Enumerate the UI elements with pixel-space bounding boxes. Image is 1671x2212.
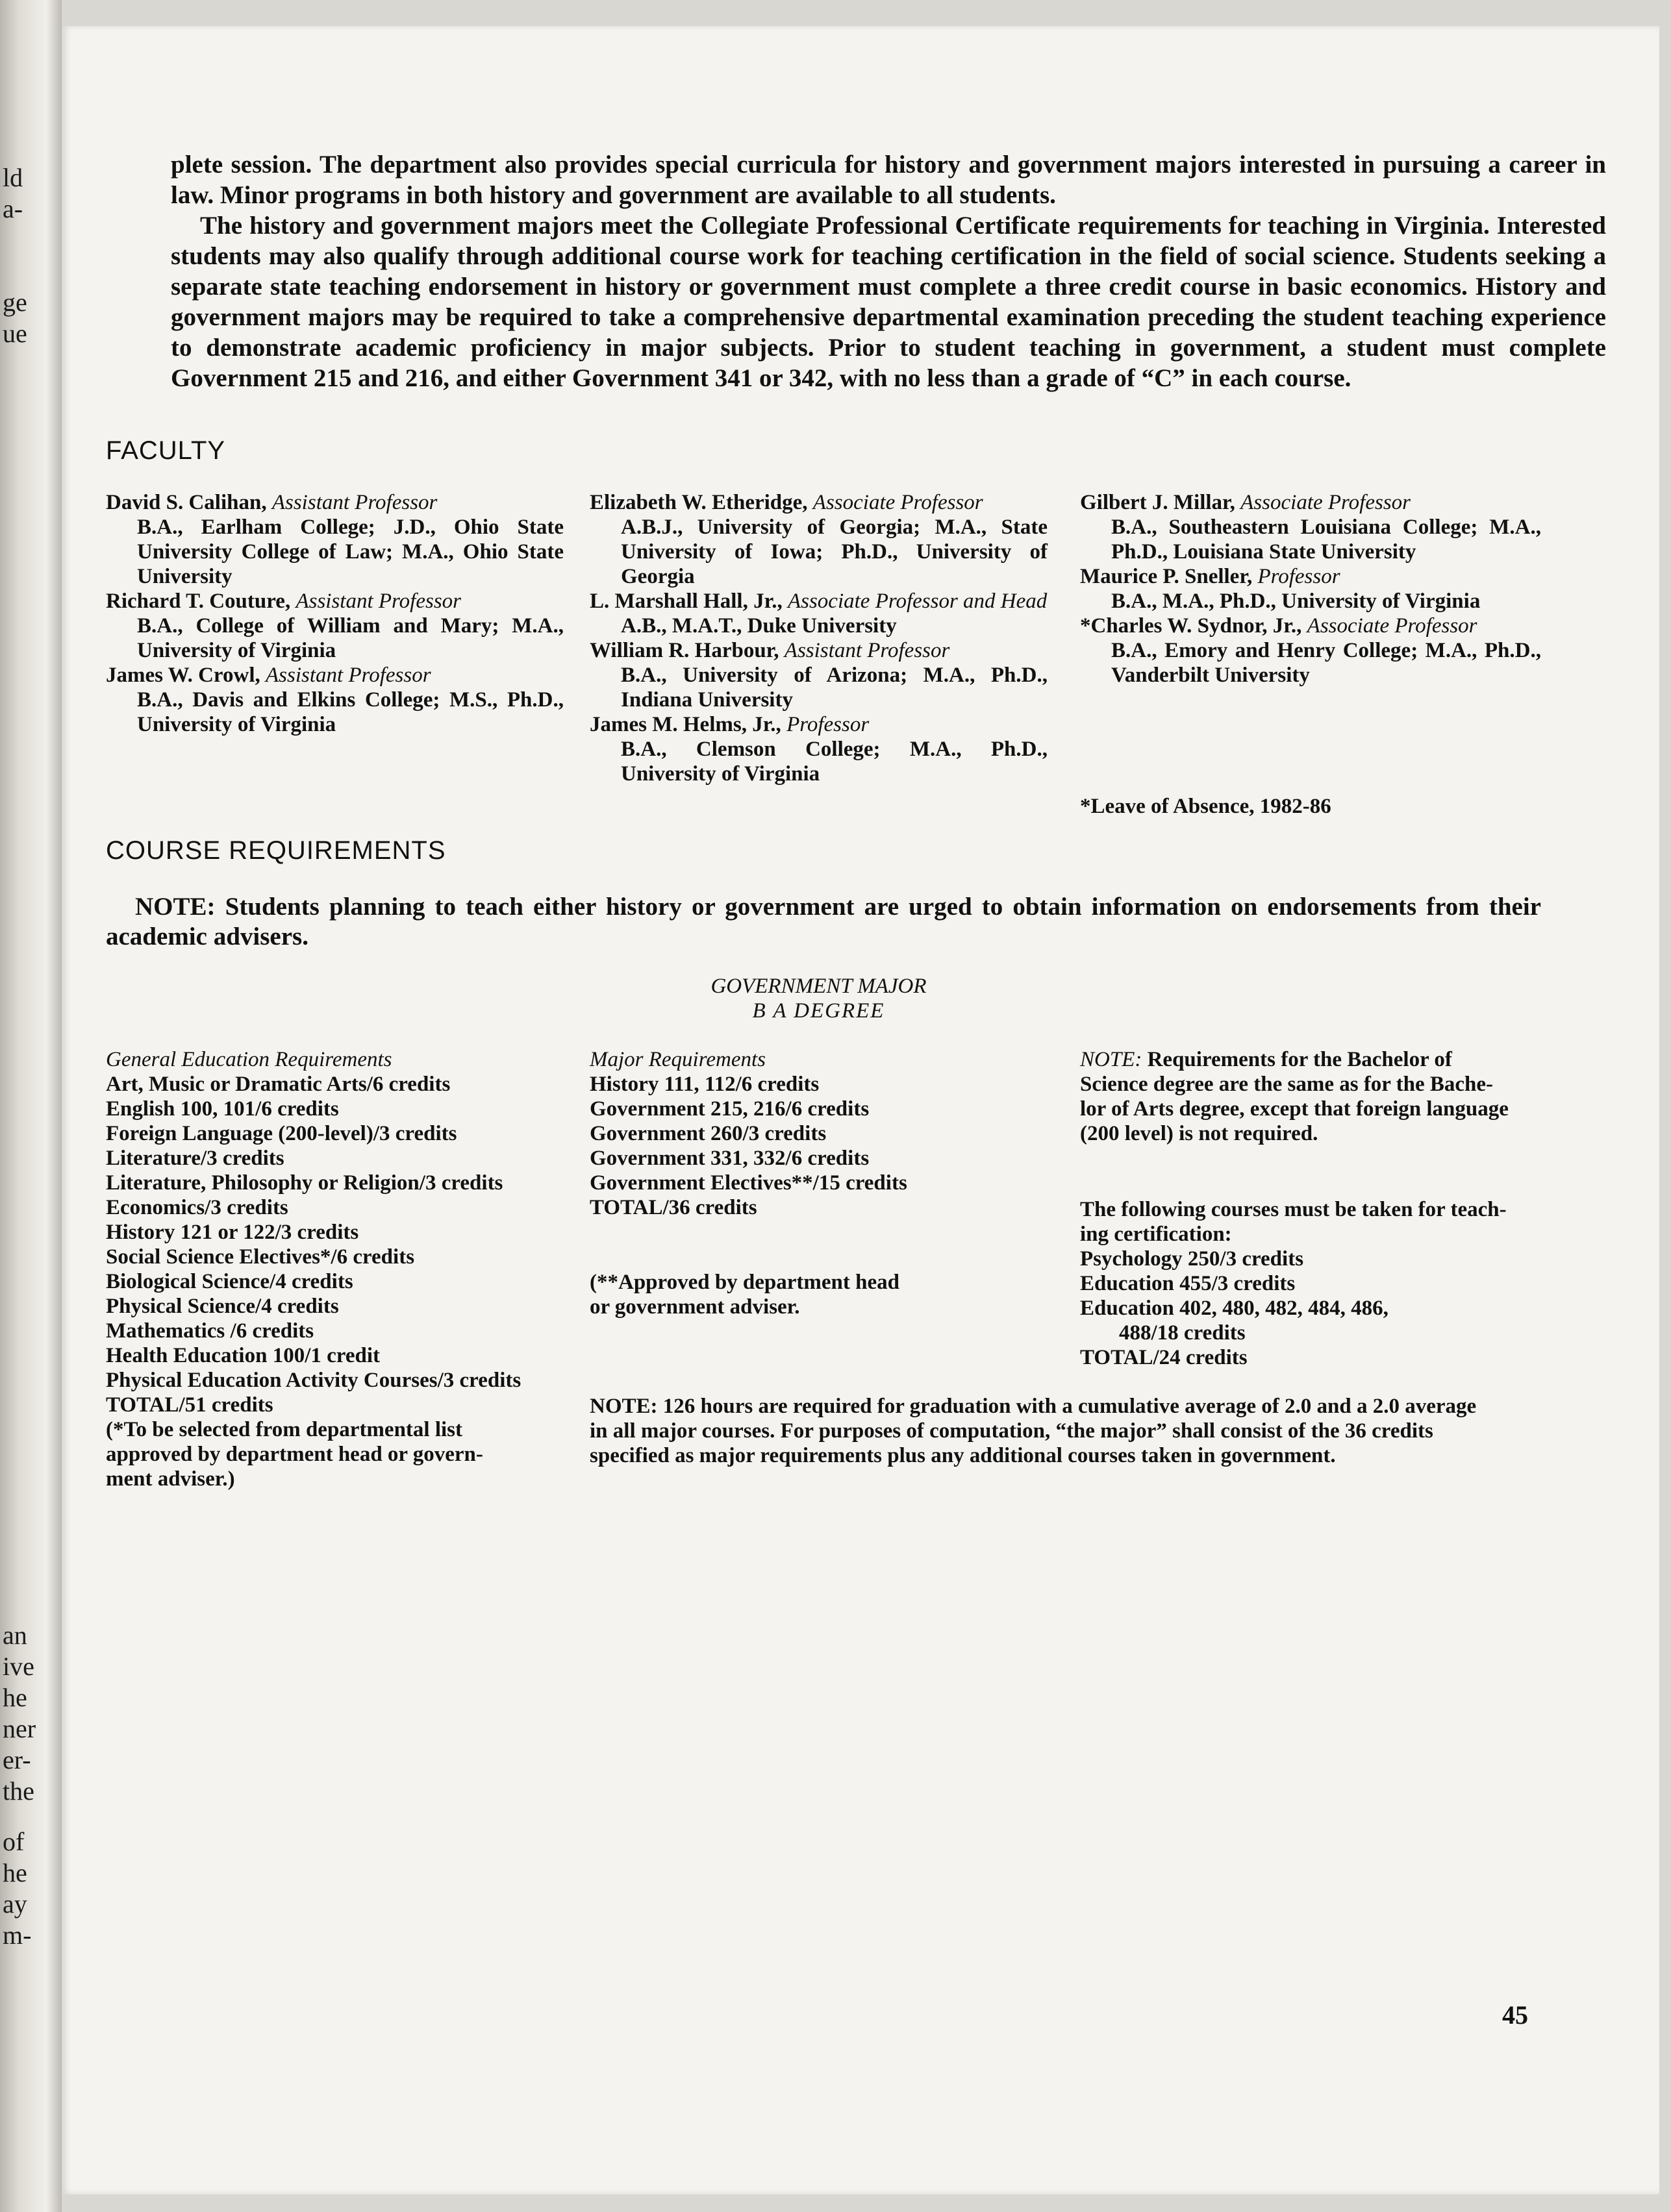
list-item: TOTAL/51 credits bbox=[106, 1393, 273, 1417]
faculty-entry: Maurice P. Sneller, Professor B.A., M.A., Ph.D., University of Virginia bbox=[1080, 565, 1481, 613]
list-item: TOTAL/24 credits bbox=[1080, 1346, 1248, 1369]
document-page bbox=[62, 26, 1659, 2194]
list-item: ment adviser.) bbox=[106, 1467, 235, 1491]
intro-text bbox=[171, 149, 1606, 393]
faculty-entry: Richard T. Couture, Assistant Professor B.A., College of William and Mary; M.A., University of Virginia bbox=[106, 590, 564, 662]
list-item: Foreign Language (200-level)/3 credits bbox=[106, 1122, 457, 1145]
list-item: Literature/3 credits bbox=[106, 1147, 284, 1170]
faculty-entry: Elizabeth W. Etheridge, Associate Professor A.B.J., University of Georgia; M.A., State University of Iowa; Ph.D., University of Georgia bbox=[590, 491, 1048, 588]
list-item: Government 260/3 credits bbox=[590, 1122, 827, 1145]
list-item: 488/18 credits bbox=[1119, 1321, 1246, 1345]
list-item: Physical Education Activity Courses/3 credits bbox=[106, 1369, 521, 1392]
bachelor-of-science-note: NOTE: Requirements for the Bachelor of Science degree are the same as for the Bache- lor of Arts degree, except that foreign language (200 level) is not required. bbox=[1080, 1048, 1509, 1145]
leave-of-absence-note: *Leave of Absence, 1982-86 bbox=[1080, 795, 1331, 818]
faculty-entry: James M. Helms, Jr., Professor B.A., Clemson College; M.A., Ph.D., University of Virginia bbox=[590, 713, 1048, 786]
list-item: Health Education 100/1 credit bbox=[106, 1344, 380, 1367]
list-item: History 111, 112/6 credits bbox=[590, 1073, 820, 1096]
list-item: Education 402, 480, 482, 484, 486, bbox=[1080, 1297, 1388, 1320]
list-item: Literature, Philosophy or Religion/3 credits bbox=[106, 1171, 503, 1195]
intro-paragraph-2: The history and government majors meet the Collegiate Professional Certificate requirements for teaching in Virginia. Interested students may also qualify through additional course work for teaching certification in the field of social science. Students seeking a separate state teaching endorsement in history or government must complete a three credit course in basic economics. History and government majors may be required to take a comprehensive departmental examination preceding the student teaching experience to demonstrate academic proficiency in major subjects. Prior to student teaching in government, a student must complete Government 215 and 216, and either Government 341 or 342, with no less than a grade of “C” in each course. bbox=[171, 212, 1606, 392]
faculty-column-1 bbox=[106, 490, 564, 737]
facing-page-fragment-bottom: an ive he ner er- the of he ay m- bbox=[3, 1621, 36, 1950]
major-requirements-list bbox=[590, 1047, 1048, 1220]
faculty-entry: L. Marshall Hall, Jr., Associate Professor and Head A.B., M.A.T., Duke University bbox=[590, 590, 1048, 638]
faculty-entry: David S. Calihan, Assistant Professor B.A., Earlham College; J.D., Ohio State University College of Law; M.A., Ohio State University bbox=[106, 491, 564, 588]
list-item: Psychology 250/3 credits bbox=[1080, 1247, 1304, 1271]
list-item: Government 331, 332/6 credits bbox=[590, 1147, 870, 1170]
faculty-entry: William R. Harbour, Assistant Professor B.A., University of Arizona; M.A., Ph.D., Indiana University bbox=[590, 639, 1048, 712]
faculty-entry: *Charles W. Sydnor, Jr., Associate Professor B.A., Emory and Henry College; M.A., Ph.D., Vanderbilt University bbox=[1080, 614, 1541, 687]
course-requirements-heading: COURSE REQUIREMENTS bbox=[106, 836, 446, 865]
list-item: Physical Science/4 credits bbox=[106, 1295, 339, 1318]
advising-note: NOTE: Students planning to teach either history or government are urged to obtain information on endorsements from their academic advisers. bbox=[106, 893, 1541, 951]
list-item: Art, Music or Dramatic Arts/6 credits bbox=[106, 1073, 451, 1096]
book-spine-edge bbox=[0, 0, 62, 2212]
intro-paragraph-1: plete session. The department also provides special curricula for history and government majors interested in pursuing a career in law. Minor programs in both history and government are available to all students. bbox=[171, 151, 1606, 209]
teaching-certification-list: The following courses must be taken for teach- ing certification: Psychology 250/3 credits Education 455/3 credits Education 402, 480, 482, 484, 486, 488/18 credits TOTAL/24 credits bbox=[1080, 1197, 1541, 1370]
list-item: (*To be selected from departmental list bbox=[106, 1418, 462, 1441]
faculty-entry: James W. Crowl, Assistant Professor B.A., Davis and Elkins College; M.S., Ph.D., University of Virginia bbox=[106, 664, 564, 736]
major-requirements-heading: Major Requirements bbox=[590, 1048, 766, 1071]
list-item: English 100, 101/6 credits bbox=[106, 1097, 339, 1121]
list-item: approved by department head or govern- bbox=[106, 1443, 483, 1466]
major-footnote: (**Approved by department head or government adviser. bbox=[590, 1271, 900, 1319]
list-item: TOTAL/36 credits bbox=[590, 1196, 757, 1219]
general-education-heading: General Education Requirements bbox=[106, 1048, 392, 1071]
faculty-heading: FACULTY bbox=[106, 436, 226, 465]
faculty-column-2 bbox=[590, 490, 1048, 786]
facing-page-fragment-top: ld a- ge ue bbox=[3, 163, 27, 348]
list-item: Mathematics /6 credits bbox=[106, 1319, 314, 1343]
list-item: Government Electives**/15 credits bbox=[590, 1171, 907, 1195]
list-item: History 121 or 122/3 credits bbox=[106, 1221, 359, 1244]
general-education-list bbox=[106, 1047, 564, 1491]
list-item: Economics/3 credits bbox=[106, 1196, 288, 1219]
list-item: Government 215, 216/6 credits bbox=[590, 1097, 870, 1121]
faculty-column-3 bbox=[1080, 490, 1541, 688]
list-item: Biological Science/4 credits bbox=[106, 1270, 353, 1293]
faculty-entry: Gilbert J. Millar, Associate Professor B.A., Southeastern Louisiana College; M.A., Ph.D., Louisiana State University bbox=[1080, 491, 1541, 564]
major-title: GOVERNMENT MAJOR B A DEGREE bbox=[710, 975, 927, 1023]
list-item: Social Science Electives*/6 credits bbox=[106, 1245, 415, 1269]
graduation-note: NOTE: 126 hours are required for graduation with a cumulative average of 2.0 and a 2.0 average in all major courses. For purposes of computation, “the major” shall consist of the 36 credits specified as major requirements plus any additional courses taken in government. bbox=[590, 1395, 1477, 1467]
list-item: Education 455/3 credits bbox=[1080, 1272, 1296, 1295]
page-number: 45 bbox=[1502, 2000, 1528, 2030]
